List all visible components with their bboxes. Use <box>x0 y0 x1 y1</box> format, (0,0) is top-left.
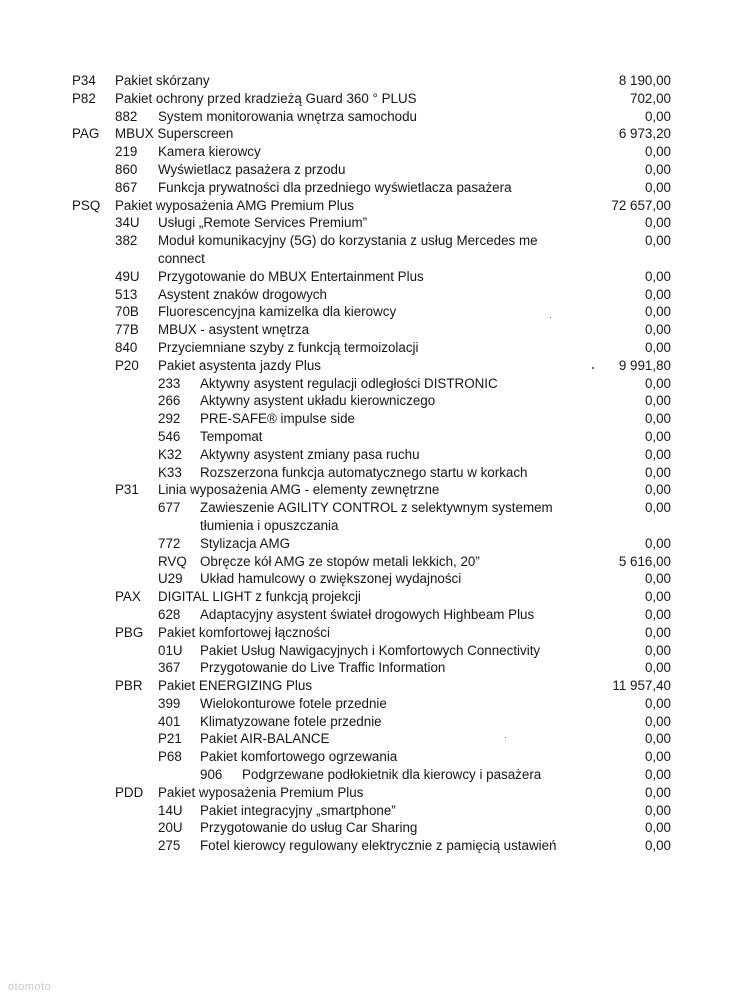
price-list-row <box>0 392 736 410</box>
price-list-row <box>0 677 736 695</box>
option-code: 840 <box>115 339 138 355</box>
option-price: 6 973,20 <box>618 126 671 142</box>
option-description: Wielokonturowe fotele przednie <box>200 695 387 711</box>
price-list-row <box>0 730 736 748</box>
option-description: Fluorescencyjna kamizelka dla kierowcy <box>158 304 397 320</box>
price-list-row <box>0 357 736 375</box>
option-description: Pakiet komfortowego ogrzewania <box>200 749 398 765</box>
option-price: 0,00 <box>644 802 671 818</box>
option-price: 0,00 <box>644 322 671 338</box>
option-price: 0,00 <box>644 606 671 622</box>
option-code: 266 <box>158 393 181 409</box>
price-list-row <box>0 802 736 820</box>
option-description: Aktywny asystent zmiany pasa ruchu <box>200 446 420 462</box>
option-price: 0,00 <box>644 749 671 765</box>
price-list-row <box>0 695 736 713</box>
option-code: 677 <box>158 500 181 516</box>
option-description: PRE-SAFE® impulse side <box>200 411 355 427</box>
option-price: 0,00 <box>644 695 671 711</box>
option-code: 772 <box>158 535 181 551</box>
option-description: System monitorowania wnętrza samochodu <box>158 108 418 124</box>
option-code: U29 <box>158 571 183 587</box>
option-price: 0,00 <box>644 713 671 729</box>
option-code: 275 <box>158 838 181 854</box>
option-code: 513 <box>115 286 138 302</box>
option-description: Asystent znaków drogowych <box>158 286 327 302</box>
option-code: 860 <box>115 161 138 177</box>
option-code: 628 <box>158 606 181 622</box>
price-list-row <box>0 268 736 286</box>
price-list-row <box>0 321 736 339</box>
price-list-row <box>0 481 736 499</box>
price-list-row <box>0 464 736 482</box>
price-list-row <box>0 339 736 357</box>
price-list-row <box>0 179 736 197</box>
option-price: 0,00 <box>644 161 671 177</box>
option-description: Linia wyposażenia AMG - elementy zewnętrzne <box>158 482 440 498</box>
price-list-row <box>0 499 736 535</box>
option-price: 0,00 <box>644 660 671 676</box>
option-price: 11 957,40 <box>612 678 671 694</box>
option-price: 72 657,00 <box>611 197 671 213</box>
option-description: Aktywny asystent regulacji odległości DISTRONIC <box>200 375 498 391</box>
price-list-row <box>0 108 736 126</box>
option-description: Przygotowanie do Live Traffic Information <box>200 660 446 676</box>
option-price: 0,00 <box>644 820 671 836</box>
price-list-row <box>0 375 736 393</box>
option-price: 0,00 <box>644 233 671 249</box>
option-price: 0,00 <box>644 286 671 302</box>
option-code: 399 <box>158 695 181 711</box>
option-price: 0,00 <box>644 428 671 444</box>
option-description: Funkcja prywatności dla przedniego wyświetlacza pasażera <box>158 179 512 195</box>
option-price: 5 616,00 <box>618 553 671 569</box>
option-code: 70B <box>115 304 139 320</box>
option-code: 867 <box>115 179 138 195</box>
price-list-row <box>0 90 736 108</box>
option-code: 546 <box>158 428 181 444</box>
price-list-row <box>0 446 736 464</box>
price-list-row <box>0 570 736 588</box>
option-description: Przygotowanie do usług Car Sharing <box>200 820 418 836</box>
option-description: Przygotowanie do MBUX Entertainment Plus <box>158 268 424 284</box>
option-code: 382 <box>115 233 138 249</box>
option-price: 0,00 <box>644 179 671 195</box>
option-code: P68 <box>158 749 182 765</box>
price-list-row <box>0 588 736 606</box>
price-list-row <box>0 161 736 179</box>
scan-speck <box>550 317 551 318</box>
price-list-row <box>0 303 736 321</box>
option-price: 0,00 <box>644 446 671 462</box>
option-price: 0,00 <box>644 784 671 800</box>
option-code: 292 <box>158 411 181 427</box>
price-list-row <box>0 606 736 624</box>
option-price: 0,00 <box>644 535 671 551</box>
option-code: P31 <box>115 482 139 498</box>
price-list-row <box>0 410 736 428</box>
option-code: P34 <box>72 73 96 88</box>
option-description: Pakiet AIR-BALANCE <box>200 731 330 747</box>
scan-speck <box>505 737 506 738</box>
option-description: Pakiet skórzany <box>115 73 210 88</box>
option-code: 01U <box>158 642 183 658</box>
option-description: Moduł komunikacyjny (5G) do korzystania z usług Mercedes me connect <box>158 233 538 266</box>
option-price: 0,00 <box>644 393 671 409</box>
option-code: 233 <box>158 375 181 391</box>
equipment-price-list <box>0 72 736 855</box>
option-price: 702,00 <box>630 90 671 106</box>
option-code: K32 <box>158 446 182 462</box>
option-price: 0,00 <box>644 339 671 355</box>
option-description: MBUX Superscreen <box>115 126 234 142</box>
watermark: otomoto <box>8 981 52 993</box>
option-price: 0,00 <box>644 144 671 160</box>
option-description: Pakiet asystenta jazdy Plus <box>158 357 322 373</box>
price-list-row <box>0 553 736 571</box>
option-description: Pakiet ochrony przed kradzieżą Guard 360 ° PLUS <box>115 90 417 106</box>
option-description: Pakiet wyposażenia Premium Plus <box>158 784 364 800</box>
price-list-row <box>0 143 736 161</box>
price-list-row <box>0 286 736 304</box>
option-price: 8 190,00 <box>618 73 671 88</box>
price-list-row <box>0 837 736 855</box>
price-list-row <box>0 125 736 143</box>
option-price: 0,00 <box>644 411 671 427</box>
option-code: PAG <box>72 126 100 142</box>
option-price: 0,00 <box>644 731 671 747</box>
price-list-row <box>0 766 736 784</box>
option-description: Pakiet komfortowej łączności <box>158 624 330 640</box>
price-list-row <box>0 819 736 837</box>
scan-speck <box>592 367 594 369</box>
option-code: P21 <box>158 731 182 747</box>
option-price: 0,00 <box>644 215 671 231</box>
price-list-row <box>0 214 736 232</box>
option-code: 401 <box>158 713 181 729</box>
option-code: 906 <box>200 767 223 783</box>
option-description: DIGITAL LIGHT z funkcją projekcji <box>158 589 361 605</box>
price-list-row <box>0 72 736 90</box>
option-price: 0,00 <box>644 838 671 854</box>
option-code: PSQ <box>72 197 101 213</box>
option-description: Zawieszenie AGILITY CONTROL z selektywnym systemem tłumienia i opuszczania <box>200 500 553 533</box>
option-price: 9 991,80 <box>618 357 671 373</box>
option-description: Fotel kierowcy regulowany elektrycznie z pamięcią ustawień <box>200 838 557 854</box>
option-description: Tempomat <box>200 428 263 444</box>
price-list-row <box>0 197 736 215</box>
option-description: Pakiet ENERGIZING Plus <box>158 678 313 694</box>
option-description: Obręcze kół AMG ze stopów metali lekkich, 20” <box>200 553 480 569</box>
option-description: Wyświetlacz pasażera z przodu <box>158 161 346 177</box>
option-description: Adaptacyjny asystent świateł drogowych Highbeam Plus <box>200 606 535 622</box>
option-code: P82 <box>72 90 96 106</box>
price-list-row <box>0 748 736 766</box>
option-code: 882 <box>115 108 138 124</box>
option-price: 0,00 <box>644 375 671 391</box>
option-price: 0,00 <box>644 500 671 516</box>
option-price: 0,00 <box>644 482 671 498</box>
option-description: Rozszerzona funkcja automatycznego startu w korkach <box>200 464 528 480</box>
option-description: Usługi „Remote Services Premium” <box>158 215 368 231</box>
option-price: 0,00 <box>644 464 671 480</box>
option-code: PBR <box>115 678 143 694</box>
option-code: 367 <box>158 660 181 676</box>
option-price: 0,00 <box>644 642 671 658</box>
option-description: Kamera kierowcy <box>158 144 261 160</box>
option-code: 14U <box>158 802 183 818</box>
option-code: P20 <box>115 357 139 373</box>
option-code: 34U <box>115 215 140 231</box>
option-description: Pakiet Usług Nawigacyjnych i Komfortowych Connectivity <box>200 642 541 658</box>
option-price: 0,00 <box>644 108 671 124</box>
price-list-row <box>0 713 736 731</box>
option-description: Pakiet integracyjny „smartphone” <box>200 802 396 818</box>
option-code: PDD <box>115 784 144 800</box>
price-list-row <box>0 624 736 642</box>
option-code: 20U <box>158 820 183 836</box>
option-price: 0,00 <box>644 571 671 587</box>
option-code: PAX <box>115 589 141 605</box>
price-list-row <box>0 428 736 446</box>
option-price: 0,00 <box>644 589 671 605</box>
price-list-row <box>0 535 736 553</box>
option-code: 219 <box>115 144 138 160</box>
option-description: Stylizacja AMG <box>200 535 291 551</box>
price-list-row <box>0 232 736 268</box>
option-description: Klimatyzowane fotele przednie <box>200 713 382 729</box>
option-description: Układ hamulcowy o zwiększonej wydajności <box>200 571 462 587</box>
option-description: Aktywny asystent układu kierowniczego <box>200 393 436 409</box>
price-list-row <box>0 642 736 660</box>
option-price: 0,00 <box>644 767 671 783</box>
price-list-row <box>0 784 736 802</box>
option-description: Pakiet wyposażenia AMG Premium Plus <box>115 197 354 213</box>
option-code: RVQ <box>158 553 187 569</box>
price-list-row <box>0 659 736 677</box>
option-price: 0,00 <box>644 624 671 640</box>
option-description: Przyciemniane szyby z funkcją termoizolacji <box>158 339 419 355</box>
option-price: 0,00 <box>644 304 671 320</box>
option-code: 49U <box>115 268 140 284</box>
option-price: 0,00 <box>644 268 671 284</box>
option-code: PBG <box>115 624 144 640</box>
option-code: 77B <box>115 322 139 338</box>
option-description: Podgrzewane podłokietnik dla kierowcy i pasażera <box>242 767 542 783</box>
option-description: MBUX - asystent wnętrza <box>158 322 310 338</box>
option-code: K33 <box>158 464 182 480</box>
